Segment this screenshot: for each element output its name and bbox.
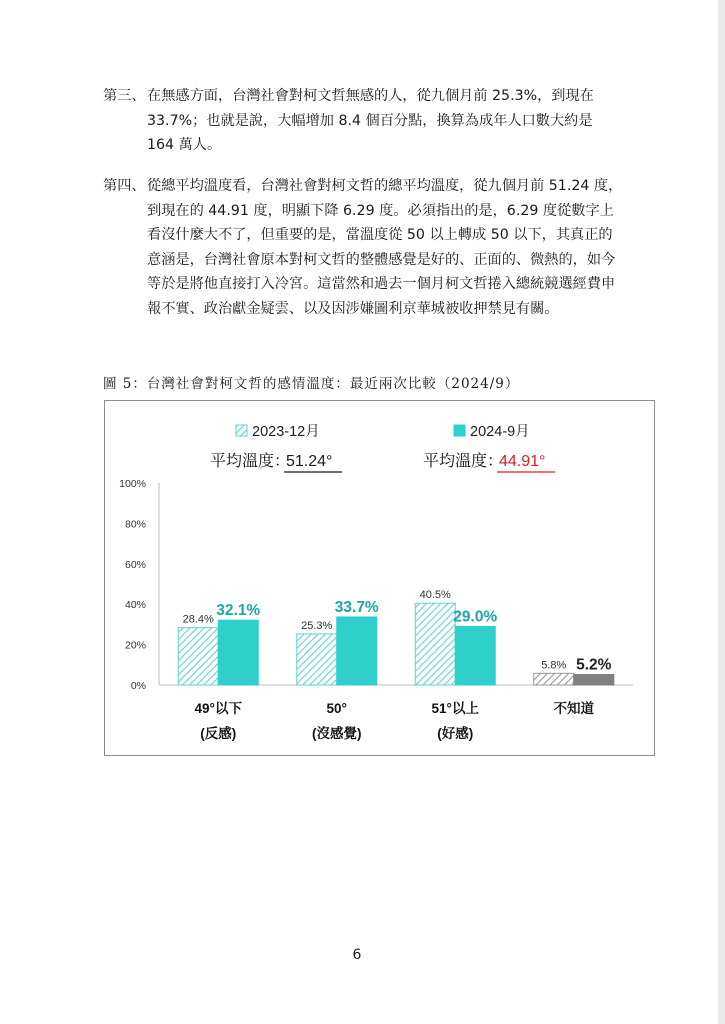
x-tick-label: (反感)	[200, 726, 237, 741]
bar	[574, 674, 614, 685]
bar	[415, 603, 455, 685]
data-label: 5.8%	[541, 659, 567, 672]
bar	[297, 634, 337, 685]
bar	[337, 617, 377, 685]
legend-label: 2024-9月	[470, 424, 530, 440]
y-tick-label: 100%	[119, 478, 146, 490]
y-tick-label: 60%	[124, 558, 146, 571]
data-label: 28.4%	[182, 613, 214, 626]
bar-chart	[105, 401, 656, 757]
x-tick-label: 不知道	[553, 701, 594, 716]
avg-temp-label: 平均溫度：	[423, 453, 504, 470]
x-tick-label: 51°以上	[431, 701, 479, 716]
x-tick-label: 50°	[326, 701, 347, 716]
paragraph-text: 從總平均溫度看，台灣社會對柯文哲的總平均溫度，從九個月前 51.24 度，到現在的 44.91 度，明顯下降 6.29 度。必須指出的是，6.29 度從數字上看沒什麼大不了，但重要的是，當溫度從 50 以上轉成 50 以下，其真正的意涵是，台灣社會原本對柯文哲的整體感覺是好的、正面的、微熱的，如今等於是將他直接打入冷宮。這當然和過去一個月柯文哲捲入總統競選經費申報不實、政治獻金疑雲、以及因涉嫌圖利京華城被收押禁見有關。	[147, 178, 623, 317]
legend-label: 2023-12月	[252, 424, 320, 440]
data-label: 32.1%	[216, 602, 261, 620]
paragraph-label: 第三、	[103, 88, 146, 104]
legend-swatch	[454, 425, 465, 436]
paragraph-third	[103, 84, 623, 158]
avg-temp-value: 51.24°	[286, 453, 333, 470]
x-tick-label: (好感)	[437, 726, 474, 741]
y-tick-label: 0%	[130, 680, 146, 692]
y-tick-label: 80%	[124, 518, 146, 531]
avg-temp-label: 平均溫度：	[210, 453, 291, 470]
data-label: 5.2%	[576, 656, 612, 674]
figure-caption: 圖 5：台灣社會對柯文哲的感情溫度：最近兩次比較（2024/9）	[103, 376, 520, 392]
y-tick-label: 40%	[124, 599, 146, 612]
avg-temp-value: 44.91°	[499, 453, 546, 470]
page-number: 6	[352, 947, 362, 963]
page-edge	[718, 0, 725, 1024]
data-label: 29.0%	[453, 608, 498, 626]
paragraph-text: 在無感方面，台灣社會對柯文哲無感的人，從九個月前 25.3%，到現在 33.7%；也就是說，大幅增加 8.4 個百分點，換算為成年人口數大約是 164 萬人。	[147, 88, 594, 153]
data-label: 25.3%	[301, 619, 333, 632]
paragraph-label: 第四、	[103, 178, 146, 194]
bar	[218, 620, 258, 685]
paragraph-fourth	[103, 174, 623, 321]
bar	[534, 673, 574, 685]
data-label: 33.7%	[334, 598, 379, 616]
legend-swatch	[236, 425, 247, 436]
bar	[455, 626, 495, 685]
y-tick-label: 20%	[124, 639, 146, 652]
chart-frame	[104, 400, 655, 756]
x-tick-label: 49°以下	[194, 701, 242, 716]
x-tick-label: (沒感覺)	[312, 726, 362, 741]
data-label: 40.5%	[419, 589, 451, 602]
bar	[178, 628, 218, 685]
